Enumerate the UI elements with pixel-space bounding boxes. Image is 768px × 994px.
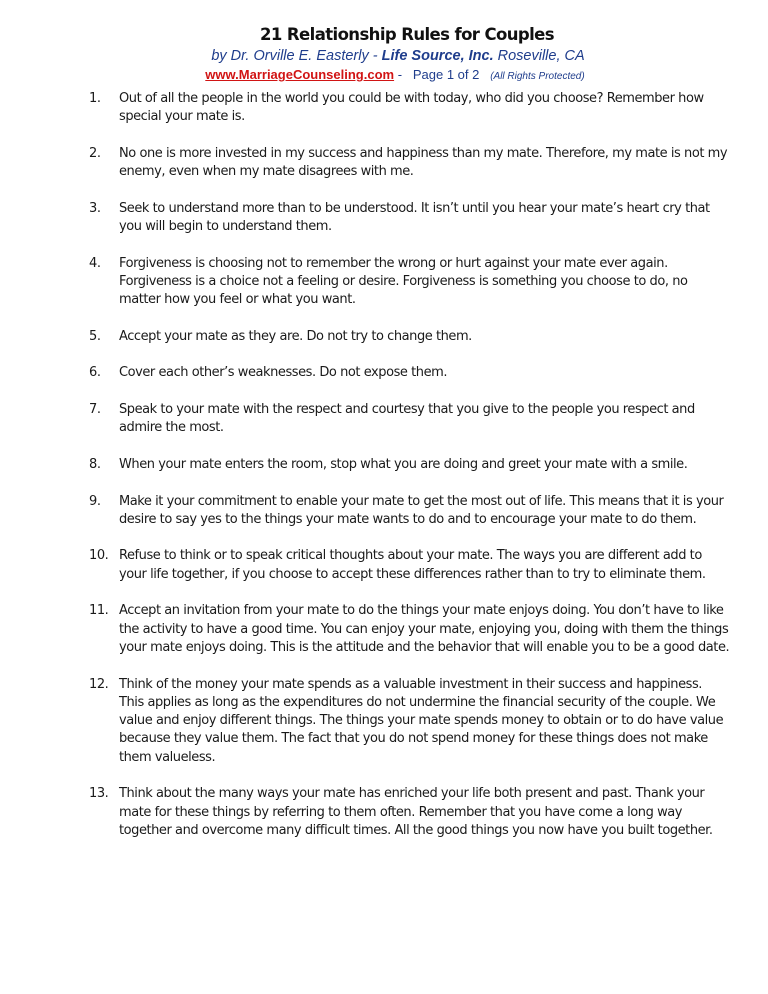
rule-number: 4. <box>89 255 101 271</box>
meta-separator: - <box>394 67 413 82</box>
rule-item <box>0 145 768 182</box>
rule-text: Cover each other’s weaknesses. Do not expose them. <box>119 365 448 381</box>
rule-item <box>0 200 768 237</box>
rule-number: 7. <box>89 402 101 418</box>
rule-number: 5. <box>89 328 101 344</box>
rights-notice: (All Rights Protected) <box>490 71 585 82</box>
rule-item <box>0 456 768 474</box>
rule-text: Accept an invitation from your mate to do the things your mate enjoys doing. You don’t have to like the activity to have a good time. You can enjoy your mate, enjoying you, doing with them the things your mate enjoys doing. This is the attitude and the behavior that will enable you to be a good date. <box>119 603 730 655</box>
location: Roseville, CA <box>493 48 585 64</box>
rule-text: Accept your mate as they are. Do not try to change them. <box>119 328 472 344</box>
rule-item <box>0 676 768 767</box>
rule-number: 6. <box>89 365 101 381</box>
rule-number: 9. <box>89 493 101 509</box>
rule-item <box>0 90 768 127</box>
page-indicator: Page 1 of 2 <box>412 67 480 82</box>
rule-item <box>0 255 768 310</box>
rule-item <box>0 785 768 840</box>
rule-text: Out of all the people in the world you could be with today, who did you choose? Remember how special your mate is. <box>119 91 704 125</box>
rule-number: 3. <box>89 200 101 216</box>
rule-text: Think of the money your mate spends as a valuable investment in their success and happiness. This applies as long as the expenditures do not undermine the financial security of the couple. We value and enjoy different things. The things your mate spends money to obtain or to do have value because they value them. The fact that you do not spend money for these things does not make them valueless. <box>119 676 724 765</box>
company-name: Life Source, Inc. <box>381 48 494 64</box>
rule-number: 11. <box>89 603 109 619</box>
rule-text: Forgiveness is choosing not to remember the wrong or hurt against your mate ever again. Forgiveness is a choice not a feeling or desire. Forgiveness is something you choose to do, no matter how you feel or what you want. <box>119 255 688 308</box>
author-byline <box>28 47 768 65</box>
rule-number: 10. <box>89 548 109 564</box>
rules-list <box>0 90 768 858</box>
rule-item <box>0 328 768 346</box>
rule-item <box>0 401 768 438</box>
header-meta <box>22 66 768 85</box>
rule-item <box>0 602 768 657</box>
rule-item <box>0 493 768 530</box>
document-header <box>0 24 768 85</box>
website-link[interactable]: www.MarriageCounseling.com <box>205 67 395 82</box>
rule-number: 13. <box>89 786 109 802</box>
rule-item <box>0 547 768 584</box>
rule-text: Think about the many ways your mate has enriched your life both present and past. Thank your mate for these things by referring to them often. Remember that you have come a long way together and overcome many difficult times. All the good things you now have you built together. <box>119 786 713 838</box>
byline-prefix: by Dr. Orville E. Easterly - <box>211 48 382 64</box>
rule-item <box>0 364 768 382</box>
rule-text: No one is more invested in my success and happiness than my mate. Therefore, my mate is not my enemy, even when my mate disagrees with me. <box>119 145 728 180</box>
rule-text: Speak to your mate with the respect and courtesy that you give to the people you respect and admire the most. <box>119 402 695 436</box>
document-title: 21 Relationship Rules for Couples <box>260 25 554 44</box>
rule-text: When your mate enters the room, stop what you are doing and greet your mate with a smile. <box>119 456 688 472</box>
rule-text: Refuse to think or to speak critical thoughts about your mate. The ways you are different add to your life together, if you choose to accept these differences rather than to try to eliminate them. <box>119 548 706 582</box>
rule-number: 12. <box>89 676 109 692</box>
rule-text: Seek to understand more than to be understood. It isn’t until you hear your mate’s heart cry that you will begin to understand them. <box>119 200 710 235</box>
rule-number: 8. <box>89 456 101 472</box>
rule-number: 1. <box>89 91 101 106</box>
rule-text: Make it your commitment to enable your mate to get the most out of life. This means that it is your desire to say yes to the things your mate wants to do and to encourage your mate to do them. <box>119 493 724 527</box>
rule-number: 2. <box>89 145 101 161</box>
